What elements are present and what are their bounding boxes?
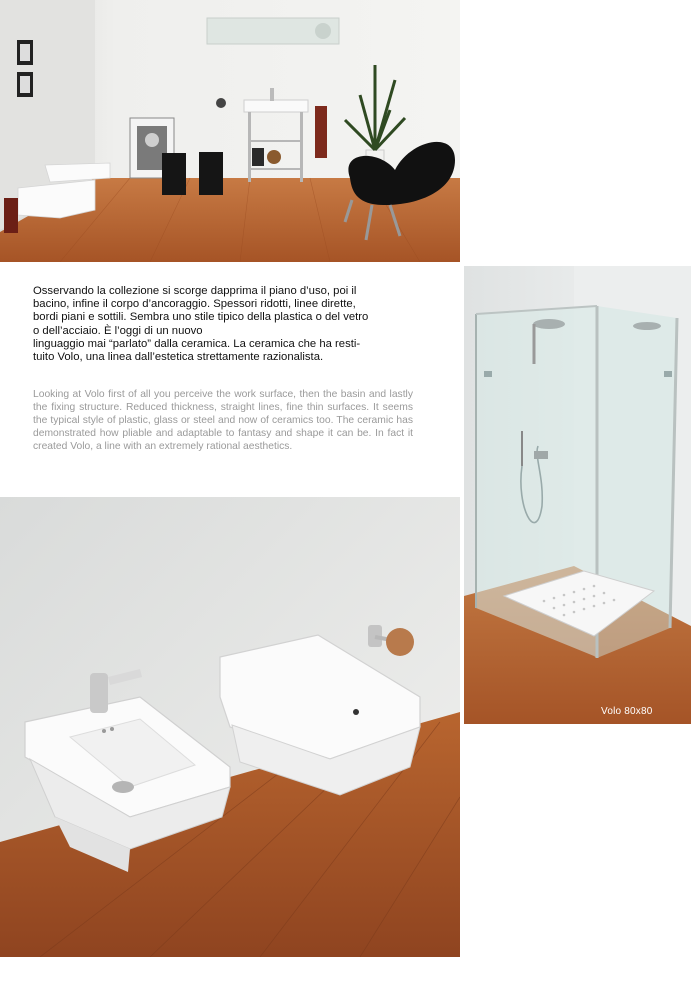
italian-line: tuito Volo, una linea dall’estetica strettamente razionalista. (33, 351, 324, 364)
shower-enclosure-photo (464, 266, 691, 724)
bathroom-overview-photo (0, 0, 460, 262)
italian-line: linguaggio mai “parlato” dalla ceramica. La ceramica che ha resti- (33, 337, 361, 350)
italian-paragraph (33, 285, 413, 364)
shower-caption: Volo 80x80 (601, 706, 653, 717)
italian-line: bacino, infine il corpo d’ancoraggio. Spessori ridotti, linee dirette, (33, 298, 356, 311)
italian-line: o dell’acciaio. È l’oggi di un nuovo (33, 324, 203, 337)
english-paragraph: Looking at Volo first of all you perceive the work surface, then the basin and lastly the fixing structure. Reduced thickness, straight lines, fine thin surfaces. It seems the typical style of plastic, glass or steel and now of ceramics too. The ceramic has demonstrated how pliable and adaptable to fantasy and shape it can be. In fact it created Volo, a line with an extremely rational aesthetics. (33, 389, 413, 452)
bidet-wc-photo (0, 497, 460, 957)
italian-line: bordi piani e sottili. Sembra uno stile tipico della plastica o del vetro (33, 311, 369, 324)
italian-line: Osservando la collezione si scorge dapprima il piano d’uso, poi il (33, 285, 357, 297)
